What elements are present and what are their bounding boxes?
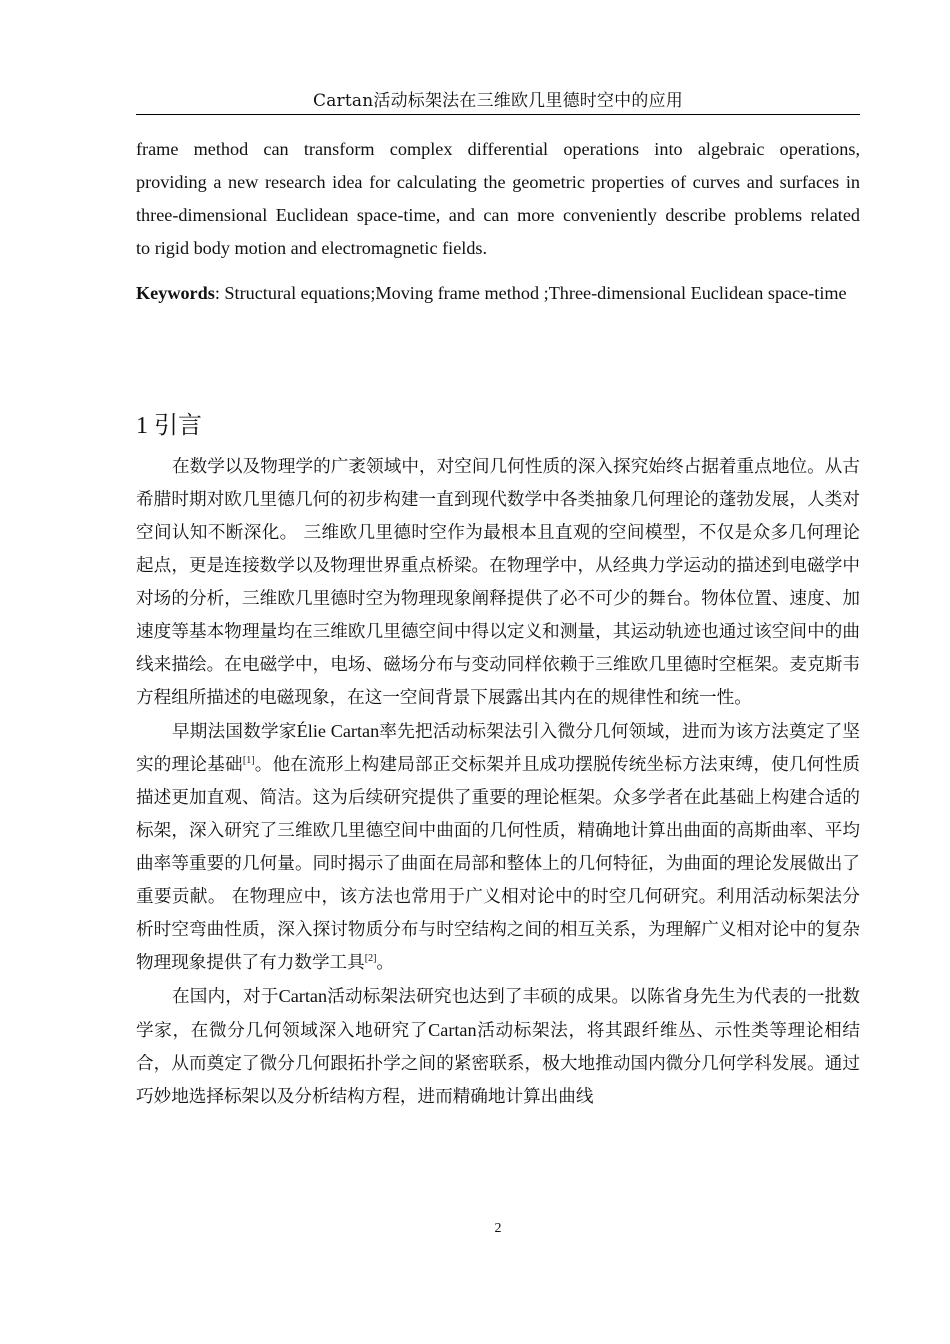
paragraph-text: 在国内，对于 (172, 987, 279, 1007)
paragraph-text: 活动标架法，将其跟纤维丛、示性类等理论相结合，从而奠定了微分几何跟拓扑学之间的紧密联系，极大地推动国内微分几何学科发展。通过巧妙地选择标架以及分析结构方程，进而精确地计算出曲线 (136, 1021, 860, 1107)
abstract-line: three-dimensional Euclidean space-time, and can more conveniently describe problems related (136, 205, 860, 225)
section-title: 引言 (154, 411, 202, 439)
running-header: Cartan活动标架法在三维欧几里德时空中的应用 (136, 90, 860, 115)
paragraph-text: 率先把活动标架法引入微分几何领域，进而为该方法奠定了坚实的理论基础 (136, 722, 860, 775)
keywords-label: Keywords (136, 283, 215, 303)
paragraph (136, 980, 860, 1114)
abstract-continuation (136, 133, 860, 265)
paragraph-text: 。他在流形上构建局部正交标架并且成功摆脱传统坐标方法束缚，使几何性质描述更加直观、简洁。这为后续研究提供了重要的理论框架。众多学者在此基础上构建合适的标架，深入研究了三维欧几里德空间中曲面的几何性质，精确地计算出曲面的高斯曲率、平均曲率等重要的几何量。同时揭示了曲面在局部和整体上的几何特征，为曲面的理论发展做出了重要贡献。 在物理应中，该方法也常用于广义相对论中的时空几何研究。利用活动标架法分析时空弯曲性质，深入探讨物质分布与时空结构之间的相互关系，为理解广义相对论中的复杂物理现象提供了有力数学工具 (136, 755, 860, 973)
citation-marker[interactable]: [2] (364, 953, 377, 965)
abstract-line: providing a new research idea for calculating the geometric properties of curves and surfaces in (136, 172, 860, 192)
paragraph-text: 活动标架法研究也达到了丰硕的成果。以陈省身先生为代表的一批数学家，在微分几何领域深入地研究了 (136, 987, 860, 1041)
paragraph-text: 早期法国数学家 (172, 722, 297, 742)
keywords-block (136, 277, 860, 310)
person-name: Élie Cartan (296, 721, 380, 741)
page-number: 2 (494, 1221, 502, 1236)
abstract-line: frame method can transform complex differential operations into algebraic operations, (136, 139, 860, 159)
paragraph: 在数学以及物理学的广袤领域中，对空间几何性质的深入探究始终占据着重点地位。从古希腊时期对欧几里德几何的初步构建一直到现代数学中各类抽象几何理论的蓬勃发展，人类对空间认知不断深化。 三维欧几里德时空作为最根本且直观的空间模型，不仅是众多几何理论起点，更是连接数学以及物理世界重点桥梁。在物理学中，从经典力学运动的描述到电磁学中对场的分析，三维欧几里德时空为物理现象阐释提供了必不可少的舞台。物体位置、速度、加速度等基本物理量均在三维欧几里德空间中得以定义和测量，其运动轨迹也通过该空间中的曲线来描绘。在电磁学中，电场、磁场分布与变动同样依赖于三维欧几里德时空框架。麦克斯韦方程组所描述的电磁现象，在这一空间背景下展露出其内在的规律性和统一性。 (136, 457, 860, 708)
term: Cartan (278, 986, 328, 1006)
body-text (136, 451, 860, 1114)
keywords-text: : Structural equations;Moving frame method ;Three-dimensional Euclidean space-time (214, 283, 847, 303)
paragraph-text: 。 (376, 953, 395, 973)
citation-marker[interactable]: [1] (242, 755, 255, 767)
term: Cartan (428, 1020, 477, 1040)
abstract-line: to rigid body motion and electromagnetic fields. (136, 238, 488, 258)
section-heading (136, 408, 202, 443)
paragraph (136, 715, 860, 980)
section-number: 1 (136, 413, 148, 439)
